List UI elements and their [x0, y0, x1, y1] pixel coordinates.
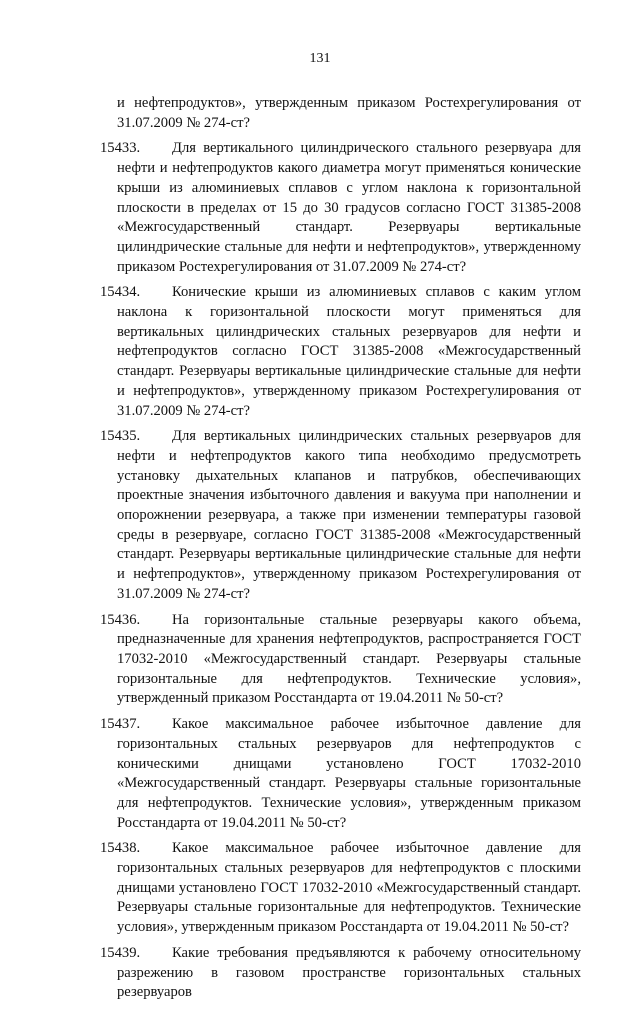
question-number: 15434. [100, 284, 141, 301]
question-item [100, 283, 581, 421]
question-text: Какое максимальное рабочее избыточное давление для горизонтальных стальных резервуаров для нефтепродуктов с коническими днищами установлено ГОСТ 17032-2010 «Межгосударственный стандарт. Резервуары стальные горизонтальные для нефтепродуктов. Технические условия», утвержденным приказом Росстандарта от 19.04.2011 № 50-ст? [117, 716, 581, 831]
question-text: Какие требования предъявляются к рабочему относительному разрежению в газовом пространстве горизонтальных стальных резервуаров [117, 944, 581, 1001]
question-text: На горизонтальные стальные резервуары какого объема, предназначенные для хранения нефтепродуктов, распространяется ГОСТ 17032-2010 «Межгосударственный стандарт. Резервуары стальные горизонтальные для нефтепродуктов. Технические условия», утвержденный приказом Росстандарта от 19.04.2011 № 50-ст? [117, 611, 581, 707]
document-body [100, 94, 581, 1009]
question-number: 15436. [100, 611, 141, 628]
question-text: Какое максимальное рабочее избыточное давление для горизонтальных стальных резервуаров для нефтепродуктов с плоскими днищами установлено ГОСТ 17032-2010 «Межгосударственный стандарт. Резервуары стальные горизонтальные для нефтепродуктов. Технические условия», утвержденным приказом Росстандарта от 19.04.2011 № 50-ст? [117, 840, 581, 936]
question-item [100, 715, 581, 833]
question-text: Конические крыши из алюминиевых сплавов с каким углом наклона к горизонтальной плоскости могут применяться для вертикальных цилиндрических стальных резервуаров для нефти и нефтепродуктов согласно ГОСТ 31385-2008 «Межгосударственный стандарт. Резервуары вертикальные цилиндрические стальные для нефти и нефтепродуктов», утвержденному приказом Ростехрегулирования от 31.07.2009 № 274-ст? [117, 284, 581, 419]
question-item [100, 139, 581, 277]
question-text: Для вертикального цилиндрического стального резервуара для нефти и нефтепродуктов какого диаметра могут применяться конические крыши из алюминиевых сплавов с углом наклона к горизонтальной плоскости в пределах от 15 до 30 градусов согласно ГОСТ 31385-2008 «Межгосударственный стандарт. Резервуары вертикальные цилиндрические стальные для нефти и нефтепродуктов», утвержденному приказом Ростехрегулирования от 31.07.2009 № 274-ст? [117, 140, 581, 275]
question-number: 15437. [100, 716, 141, 733]
question-number: 15438. [100, 840, 141, 857]
continued-paragraph: и нефтепродуктов», утвержденным приказом Ростехрегулирования от 31.07.2009 № 274-ст? [117, 95, 581, 131]
question-item [100, 427, 581, 604]
page-number: 131 [309, 51, 331, 66]
question-item [100, 611, 581, 710]
question-item [100, 944, 581, 1003]
question-number: 15433. [100, 140, 141, 157]
question-number: 15435. [100, 428, 141, 445]
question-item [100, 839, 581, 938]
question-text: Для вертикальных цилиндрических стальных резервуаров для нефти и нефтепродуктов какого типа необходимо предусмотреть установку дыхательных клапанов и патрубков, обеспечивающих проектные значения избыточного давления и вакуума при наполнении и опорожнении резервуара, а также при изменении температуры газовой среды в резервуаре, согласно ГОСТ 31385-2008 «Межгосударственный стандарт. Резервуары вертикальные цилиндрические стальные для нефти и нефтепродуктов», утвержденному приказом Ростехрегулирования от 31.07.2009 № 274-ст? [117, 428, 581, 602]
question-number: 15439. [100, 944, 141, 961]
